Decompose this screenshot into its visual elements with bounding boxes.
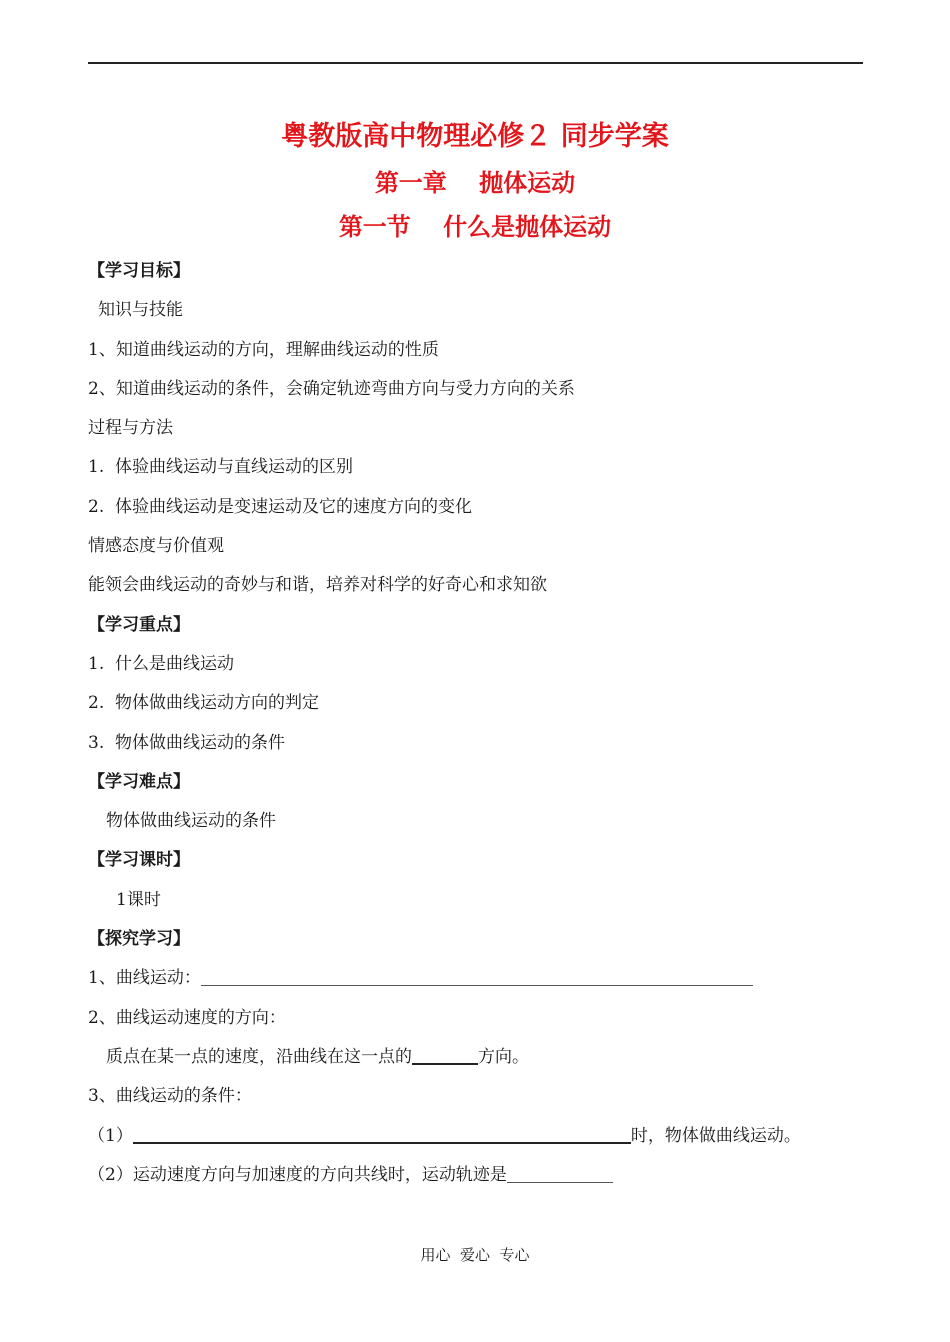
question-3b-text: （2）运动速度方向与加速度的方向共线时，运动轨迹是 [88, 1164, 507, 1185]
question-1-label: 1、曲线运动： [88, 968, 201, 989]
title-block [0, 112, 950, 250]
question-1 [88, 959, 878, 998]
difficulty-heading: 【学习难点】 [88, 771, 190, 792]
question-2-suffix: 方向。 [478, 1046, 529, 1067]
answer-blank-3a[interactable] [133, 1120, 631, 1144]
key-points-heading: 【学习重点】 [88, 614, 190, 635]
section-title: 第一节 什么是抛体运动 [338, 213, 612, 241]
question-3a-prefix: （1） [88, 1125, 133, 1146]
process-label: 过程与方法 [88, 418, 173, 439]
knowledge-item-2: 2、知道曲线运动的条件，会确定轨迹弯曲方向与受力方向的关系 [88, 378, 575, 399]
document-body [88, 252, 878, 1195]
goals-heading: 【学习目标】 [88, 261, 190, 281]
page-footer: 用心 爱心 专心 [420, 1246, 530, 1264]
question-3a [88, 1117, 878, 1156]
question-3a-suffix: 时，物体做曲线运动。 [630, 1125, 801, 1146]
answer-blank-1[interactable] [201, 963, 753, 986]
knowledge-item-1: 1、知道曲线运动的方向，理解曲线运动的性质 [88, 339, 439, 360]
chapter-title: 第一章 抛体运动 [374, 169, 576, 197]
difficulty-text: 物体做曲线运动的条件 [106, 811, 276, 832]
key-point-item: 3. 物体做曲线运动的条件 [88, 732, 286, 753]
key-point-item: 1. 什么是曲线运动 [88, 653, 235, 674]
hours-heading: 【学习课时】 [88, 850, 190, 871]
header-rule [88, 62, 863, 64]
hours-text: 1课时 [116, 889, 161, 910]
question-2-statement [88, 1038, 878, 1077]
answer-blank-3b[interactable] [507, 1160, 613, 1183]
question-2-prefix: 质点在某一点的速度，沿曲线在这一点的 [106, 1046, 412, 1067]
process-item-2: 2. 体验曲线运动是变速运动及它的速度方向的变化 [88, 496, 473, 517]
document-title: 粤教版高中物理必修２ 同步学案 [281, 121, 669, 152]
question-3-label: 3、曲线运动的条件： [88, 1086, 252, 1107]
answer-blank-2[interactable] [412, 1041, 478, 1065]
emotion-label: 情感态度与价值观 [88, 536, 224, 557]
knowledge-label: 知识与技能 [98, 300, 183, 321]
explore-heading: 【探究学习】 [88, 929, 190, 950]
key-point-item: 2. 物体做曲线运动方向的判定 [88, 693, 320, 714]
emotion-item-1: 能领会曲线运动的奇妙与和谐，培养对科学的好奇心和求知欲 [88, 575, 547, 596]
question-3b [88, 1156, 878, 1195]
process-item-1: 1. 体验曲线运动与直线运动的区别 [88, 457, 354, 478]
question-2-label: 2、曲线运动速度的方向： [88, 1007, 286, 1028]
